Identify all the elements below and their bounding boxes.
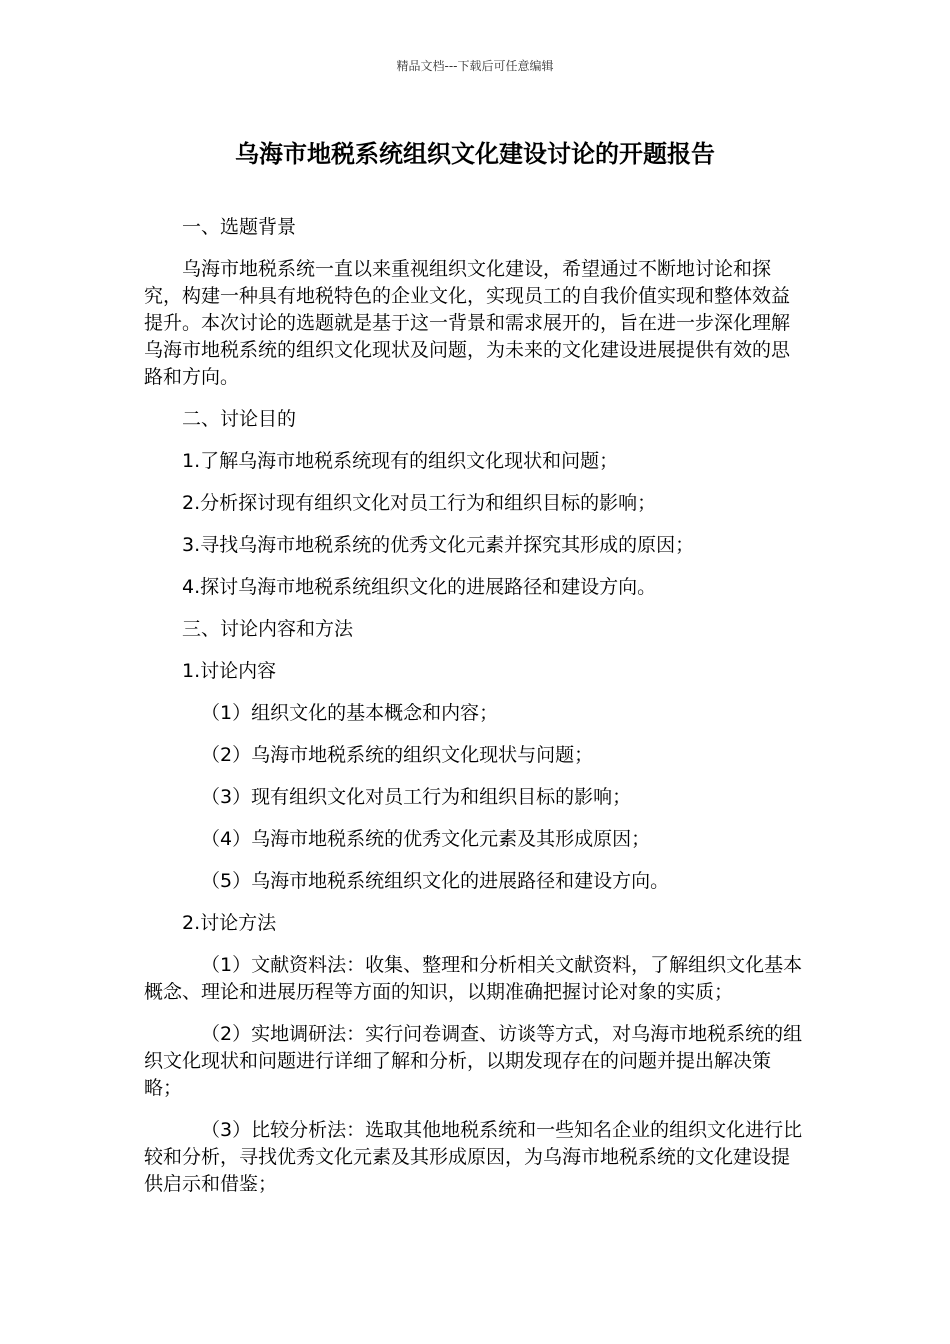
- purpose-item: 2.分析探讨现有组织文化对员工行为和组织目标的影响；: [182, 492, 657, 514]
- content-item: （5）乌海市地税系统组织文化的进展路径和建设方向。: [201, 870, 670, 892]
- purpose-item: 4.探讨乌海市地税系统组织文化的进展路径和建设方向。: [182, 576, 657, 598]
- method-item: （2）实地调研法：实行问卷调查、访谈等方式，对乌海市地税系统的组织文化现状和问题进行详细了解和分析，以期发现存在的问题并提出解决策略；: [144, 1023, 803, 1099]
- method-item: （1）文献资料法：收集、整理和分析相关文献资料，了解组织文化基本概念、理论和进展历程等方面的知识，以期准确把握讨论对象的实质；: [144, 954, 803, 1003]
- content-item: （2）乌海市地税系统的组织文化现状与问题；: [201, 744, 594, 766]
- content-item: （1）组织文化的基本概念和内容；: [201, 702, 499, 724]
- subheading-content: 1.讨论内容: [182, 660, 277, 682]
- document-title: 乌海市地税系统组织文化建设讨论的开题报告: [235, 140, 715, 168]
- subheading-method: 2.讨论方法: [182, 912, 277, 934]
- purpose-item: 1.了解乌海市地税系统现有的组织文化现状和问题；: [182, 450, 619, 472]
- content-item: （4）乌海市地税系统的优秀文化元素及其形成原因；: [201, 828, 651, 850]
- method-item: （3）比较分析法：选取其他地税系统和一些知名企业的组织文化进行比较和分析，寻找优秀文化元素及其形成原因，为乌海市地税系统的文化建设提供启示和借鉴；: [144, 1119, 803, 1195]
- page-header-note: 精品文档---下载后可任意编辑: [396, 59, 554, 73]
- section-heading-content-method: 三、讨论内容和方法: [182, 618, 354, 640]
- section-heading-purpose: 二、讨论目的: [182, 408, 297, 430]
- section-heading-background: 一、选题背景: [182, 216, 297, 238]
- background-paragraph: 乌海市地税系统一直以来重视组织文化建设，希望通过不断地讨论和探究，构建一种具有地税特色的企业文化，实现员工的自我价值实现和整体效益提升。本次讨论的选题就是基于这一背景和需求展开的，旨在进一步深化理解乌海市地税系统的组织文化现状及问题，为未来的文化建设进展提供有效的思路和方向。: [144, 258, 791, 388]
- content-item: （3）现有组织文化对员工行为和组织目标的影响；: [201, 786, 632, 808]
- purpose-item: 3.寻找乌海市地税系统的优秀文化元素并探究其形成的原因；: [182, 534, 695, 556]
- document-body: [144, 214, 806, 1213]
